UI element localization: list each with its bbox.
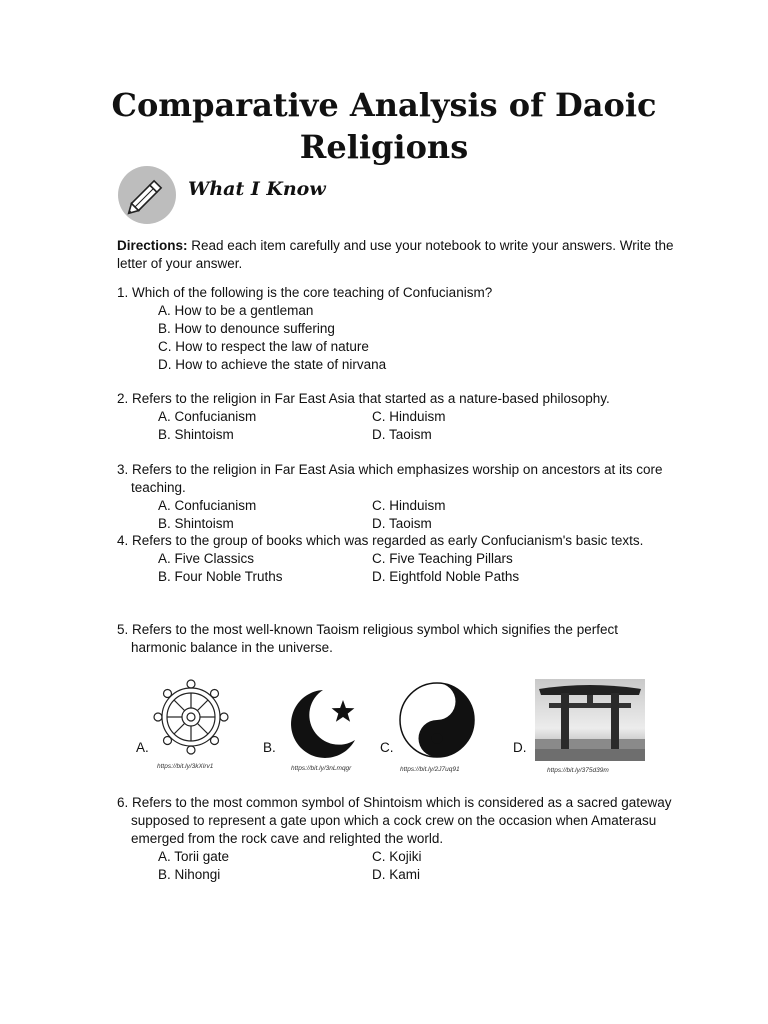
option-b: B. How to denounce suffering	[158, 321, 335, 336]
symbol-letter-b: B.	[263, 740, 276, 755]
option-c: C. Hinduism	[372, 498, 446, 513]
option-d: D. Eightfold Noble Paths	[372, 569, 520, 584]
question-stem: 4. Refers to the group of books which was regarded as early Confucianism's basic texts.	[117, 533, 644, 548]
torii-gate-icon	[535, 679, 645, 766]
question-stem: 6. Refers to the most common symbol of Shintoism which is considered as a sacred gateway supposed to represent a gate upon which a cock crew on the occasion when Amaterasu emerged from the rock cave and relighted the world.	[117, 795, 672, 846]
option-d: D. Kami	[372, 867, 421, 882]
symbol-letter-c: C.	[380, 740, 394, 755]
crescent-star-icon	[283, 684, 365, 769]
option-d: D. Taoism	[372, 427, 432, 442]
pencil-icon	[118, 166, 176, 224]
option-d: D. How to achieve the state of nirvana	[158, 357, 387, 372]
question-stem: 5. Refers to the most well-known Taoism religious symbol which signifies the perfect harmonic balance in the universe.	[117, 622, 618, 655]
symbol-letter-a: A.	[136, 740, 149, 755]
option-b: B. Shintoism	[158, 516, 234, 531]
question-4	[117, 532, 677, 586]
question-2	[117, 390, 677, 444]
directions-label: Directions:	[117, 238, 188, 253]
option-c: C. Kojiki	[372, 849, 422, 864]
option-a: A. Confucianism	[158, 409, 257, 424]
yin-yang-icon	[397, 680, 477, 765]
section-label: What I Know	[188, 178, 326, 200]
question-5	[117, 621, 677, 657]
symbol-url-d: https://bit.ly/375d39m	[547, 767, 609, 774]
question-6	[117, 794, 677, 884]
option-a: A. How to be a gentleman	[158, 303, 314, 318]
title-line-2: Religions	[299, 128, 469, 166]
directions	[117, 237, 677, 273]
option-b: B. Four Noble Truths	[158, 569, 283, 584]
title-line-1: Comparative Analysis of Daoic	[111, 86, 657, 124]
page-title	[0, 84, 768, 168]
question-stem: 3. Refers to the religion in Far East Asia which emphasizes worship on ancestors at its core teaching.	[117, 462, 663, 495]
option-c: C. Hinduism	[372, 409, 446, 424]
symbol-url-b: https://bit.ly/3nLmqgr	[291, 765, 352, 772]
symbol-url-a: https://bit.ly/3kXlrv1	[157, 763, 214, 770]
question-1	[117, 284, 677, 374]
option-c: C. How to respect the law of nature	[158, 339, 369, 354]
question-3	[117, 461, 677, 533]
symbol-letter-d: D.	[513, 740, 527, 755]
symbol-url-c: https://bit.ly/2J7uq91	[400, 766, 460, 773]
option-a: A. Confucianism	[158, 498, 257, 513]
dharma-wheel-icon	[150, 676, 232, 763]
question-stem: 2. Refers to the religion in Far East Asia that started as a nature-based philosophy.	[117, 391, 610, 406]
question-stem: 1. Which of the following is the core teaching of Confucianism?	[117, 285, 493, 300]
option-b: B. Nihongi	[158, 867, 221, 882]
option-a: A. Five Classics	[158, 551, 255, 566]
directions-text: Read each item carefully and use your notebook to write your answers. Write the letter of your answer.	[117, 238, 674, 271]
option-b: B. Shintoism	[158, 427, 234, 442]
option-c: C. Five Teaching Pillars	[372, 551, 513, 566]
option-a: A. Torii gate	[158, 849, 230, 864]
option-d: D. Taoism	[372, 516, 432, 531]
